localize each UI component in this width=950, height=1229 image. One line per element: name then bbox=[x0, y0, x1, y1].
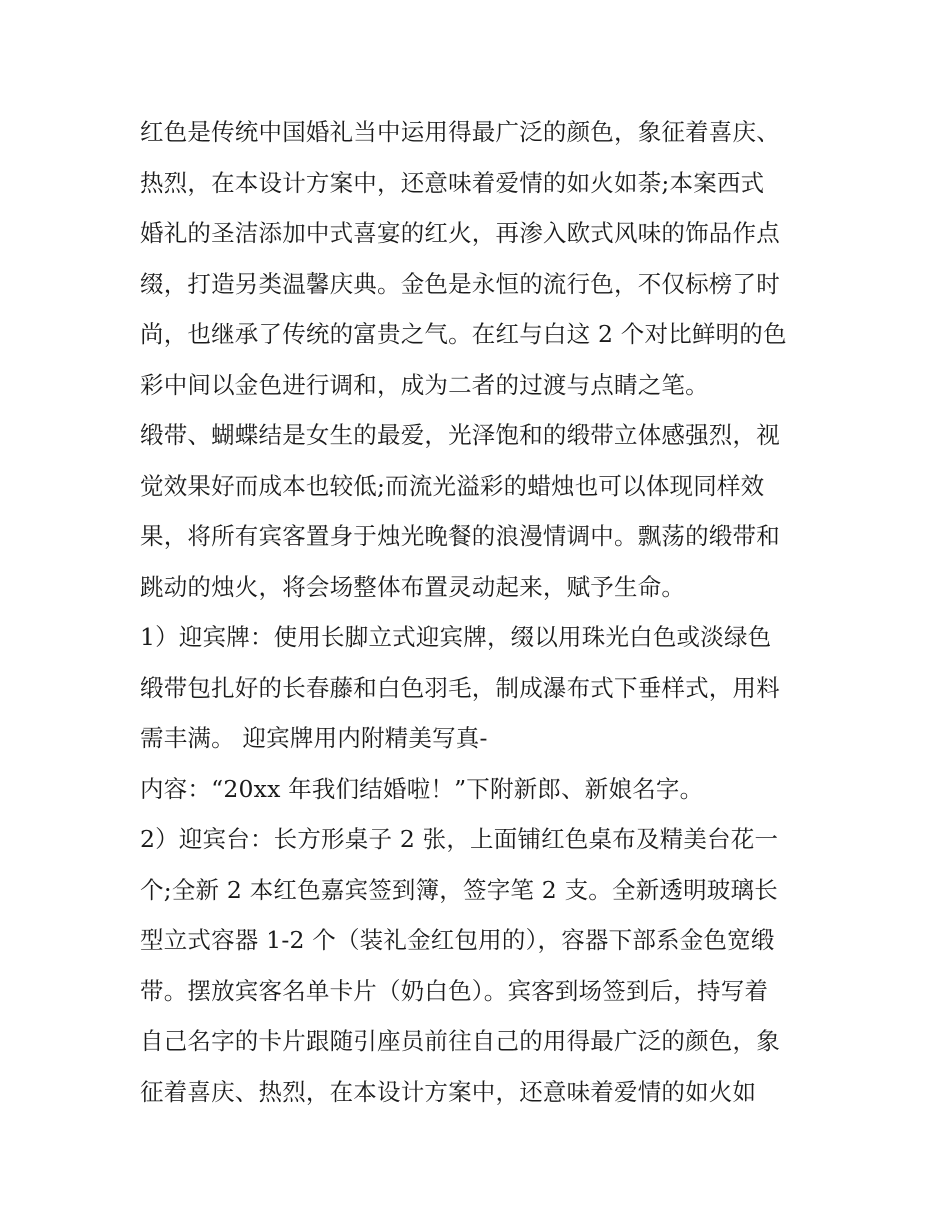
text-line: 内容：“20xx 年我们结婚啦！”下附新郎、新娘名字。 bbox=[140, 774, 704, 803]
text-line: 个;全新 2 本红色嘉宾签到簿，签字笔 2 支。全新透明玻璃长 bbox=[140, 875, 778, 904]
text-line: 彩中间以金色进行调和，成为二者的过渡与点睛之笔。 bbox=[140, 370, 709, 399]
text-line: 带。摆放宾客名单卡片（奶白色）。宾客到场签到后，持写着 bbox=[140, 976, 769, 1005]
text-line: 缎带、蝴蝶结是女生的最爱，光泽饱和的缎带立体感强烈，视 bbox=[140, 421, 780, 449]
text-line: 婚礼的圣洁添加中式喜宴的红火，再渗入欧式风味的饰品作点 bbox=[140, 219, 780, 247]
text-line: 型立式容器 1-2 个（装礼金红包用的），容器下部系金色宽缎 bbox=[140, 926, 775, 954]
text-line: 尚，也继承了传统的富贵之气。在红与白这 2 个对比鲜明的色 bbox=[140, 320, 787, 348]
text-line: 缎带包扎好的长春藤和白色羽毛，制成瀑布式下垂样式，用料 bbox=[140, 673, 780, 702]
text-line: 2）迎宾台：长方形桌子 2 张，上面铺红色桌布及精美台花一 bbox=[140, 825, 779, 853]
text-line: 需丰满。 迎宾牌用内附精美写真- bbox=[140, 724, 488, 752]
text-line: 热烈，在本设计方案中，还意味着爱情的如火如荼;本案西式 bbox=[140, 168, 765, 197]
text-line: 觉效果好而成本也较低;而流光溢彩的蜡烛也可以体现同样效 bbox=[140, 471, 765, 500]
text-line: 红色是传统中国婚礼当中运用得最广泛的颜色，象征着喜庆、 bbox=[140, 118, 780, 146]
text-line: 1）迎宾牌：使用长脚立式迎宾牌，缀以用珠光白色或淡绿色 bbox=[140, 623, 772, 651]
text-line: 缀，打造另类温馨庆典。金色是永恒的流行色，不仅标榜了时 bbox=[140, 269, 780, 298]
text-line: 征着喜庆、热烈，在本设计方案中，还意味着爱情的如火如 bbox=[140, 1077, 757, 1106]
text-line: 果，将所有宾客置身于烛光晚餐的浪漫情调中。飘荡的缎带和 bbox=[140, 522, 780, 550]
body-text bbox=[140, 107, 820, 1117]
text-line: 自己名字的卡片跟随引座员前往自己的用得最广泛的颜色，象 bbox=[140, 1027, 780, 1055]
text-line: 跳动的烛火，将会场整体布置灵动起来，赋予生命。 bbox=[140, 572, 686, 601]
